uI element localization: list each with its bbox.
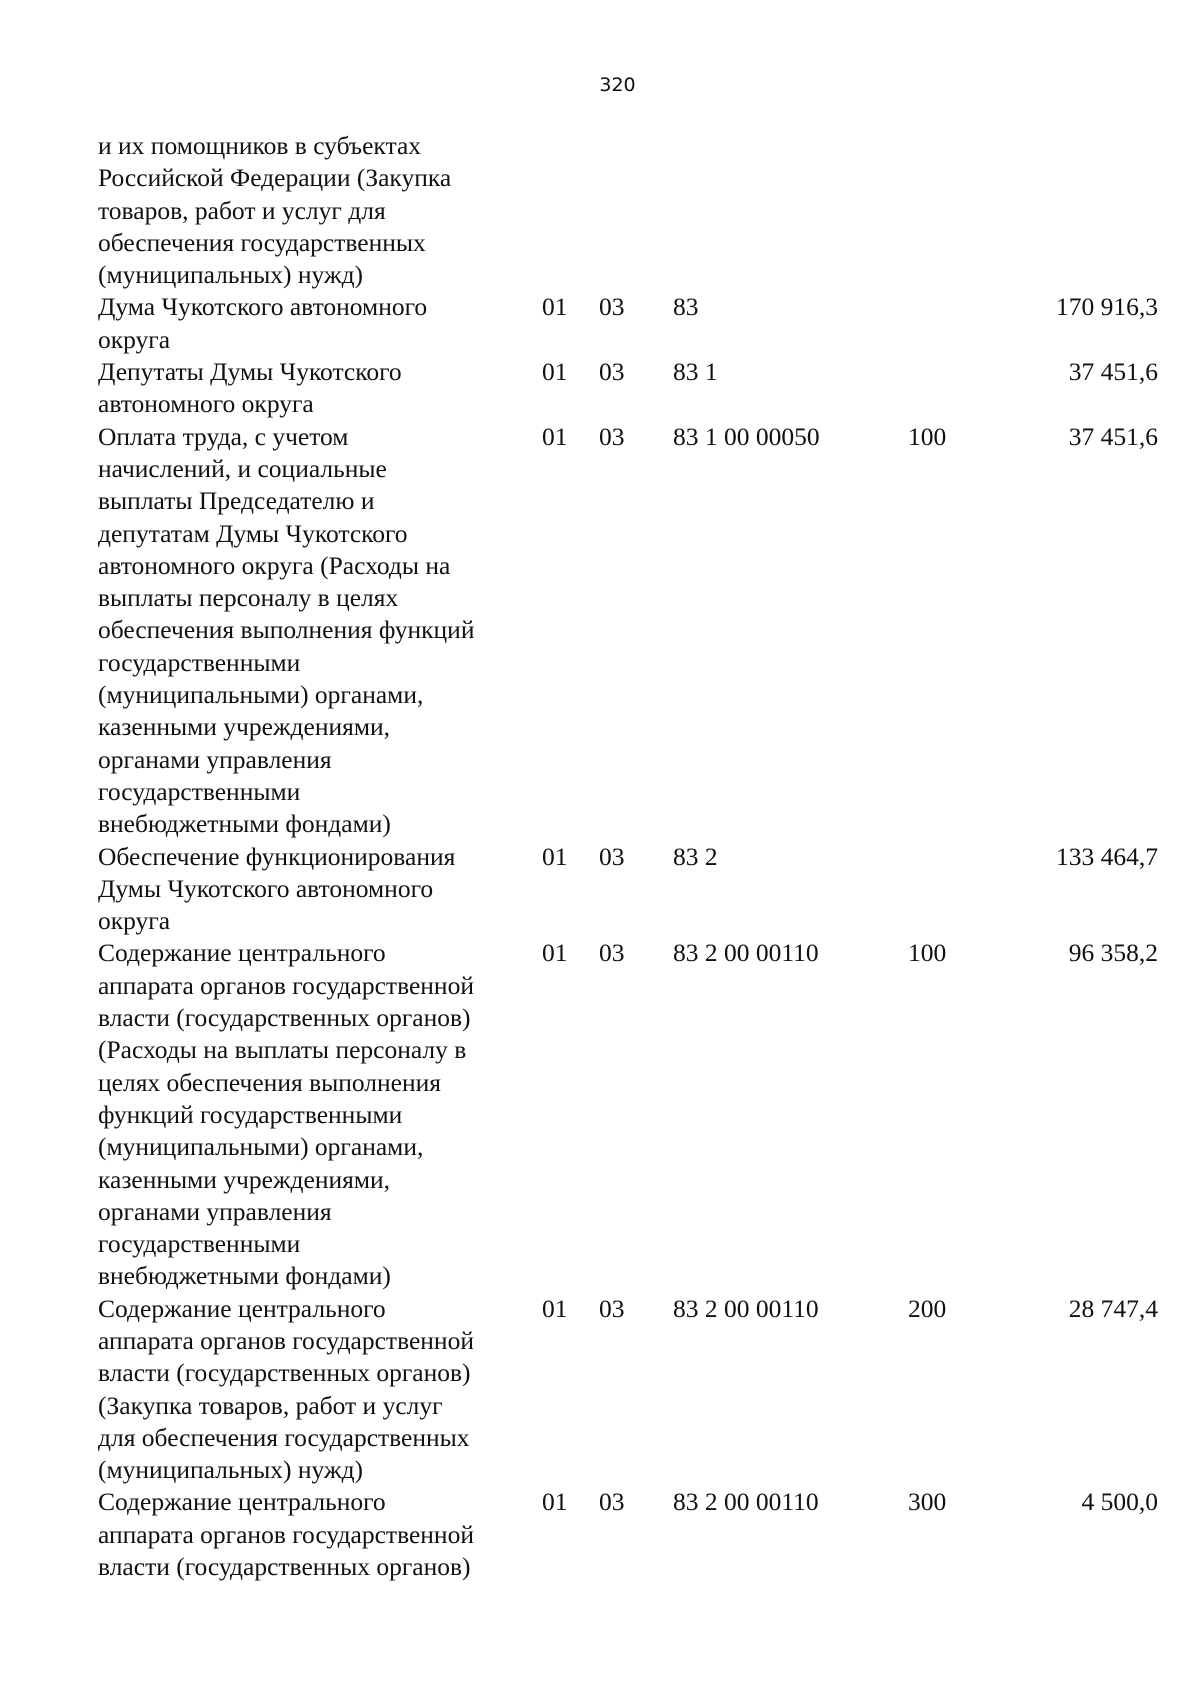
page-number: 320 (599, 74, 636, 96)
row-target-code: 83 1 (673, 357, 718, 387)
row-subsection: 03 (599, 357, 625, 387)
row-target-code: 83 2 (673, 841, 718, 871)
row-name: Дума Чукотского автономного округа (98, 292, 428, 354)
row-expense-type: 300 (908, 1487, 947, 1517)
row-name: Содержание центрального аппарата органов государственной власти (государственных органов) (98, 1487, 474, 1582)
row-section: 01 (542, 1487, 568, 1517)
row-section: 01 (542, 357, 568, 387)
row-subsection: 03 (599, 1487, 625, 1517)
row-amount: 96 358,2 (1068, 938, 1158, 968)
row-section: 01 (542, 938, 568, 968)
row-amount: 37 451,6 (1068, 421, 1158, 451)
table-row (98, 356, 1158, 421)
row-expense-type: 200 (908, 1293, 947, 1323)
row-name: Содержание центрального аппарата органов государственной власти (государственных органов) (Расходы на выплаты персоналу в целях обеспечения выполнения функций государственными (муниципальными) органами, казенными учреждениями, органами управления государственными внебюджетными фондами) (98, 938, 474, 1291)
table-row (98, 1293, 1158, 1487)
table-row (98, 841, 1158, 938)
row-target-code: 83 2 00 00110 (673, 1293, 819, 1323)
row-name: Содержание центрального аппарата органов государственной власти (государственных органов) (Закупка товаров, работ и услуг для обеспечения государственных (муниципальных) нужд) (98, 1293, 474, 1485)
budget-table (98, 130, 1158, 1583)
row-section: 01 (542, 292, 568, 322)
row-amount: 37 451,6 (1068, 357, 1158, 387)
table-row (98, 937, 1158, 1292)
row-name: Оплата труда, с учетом начислений, и социальные выплаты Председателю и депутатам Думы Чукотского автономного округа (Расходы на выплаты персоналу в целях обеспечения выполнения функций государственными (муниципальными) органами, казенными учреждениями, органами управления государственными внебюджетными фондами) (98, 421, 475, 839)
table-row (98, 421, 1158, 841)
row-amount: 170 916,3 (1056, 292, 1158, 322)
row-subsection: 03 (599, 1293, 625, 1323)
row-name: и их помощников в субъектах Российской Федерации (Закупка товаров, работ и услуг для обеспечения государственных (муниципальных) нужд) (98, 131, 452, 290)
row-name: Депутаты Думы Чукотского автономного округа (98, 357, 402, 419)
row-amount: 133 464,7 (1056, 841, 1158, 871)
row-target-code: 83 2 00 00110 (673, 1487, 819, 1517)
row-expense-type: 100 (908, 421, 947, 451)
row-subsection: 03 (599, 938, 625, 968)
row-amount: 28 747,4 (1068, 1293, 1158, 1323)
row-section: 01 (542, 421, 568, 451)
table-row (98, 130, 1158, 291)
row-amount: 4 500,0 (1081, 1487, 1158, 1517)
row-section: 01 (542, 1293, 568, 1323)
table-row (98, 1486, 1158, 1583)
table-row (98, 291, 1158, 356)
row-subsection: 03 (599, 841, 625, 871)
row-name: Обеспечение функционирования Думы Чукотского автономного округа (98, 841, 456, 936)
row-target-code: 83 (673, 292, 699, 322)
row-subsection: 03 (599, 421, 625, 451)
row-target-code: 83 2 00 00110 (673, 938, 819, 968)
row-target-code: 83 1 00 00050 (673, 421, 820, 451)
row-expense-type: 100 (908, 938, 947, 968)
row-subsection: 03 (599, 292, 625, 322)
row-section: 01 (542, 841, 568, 871)
